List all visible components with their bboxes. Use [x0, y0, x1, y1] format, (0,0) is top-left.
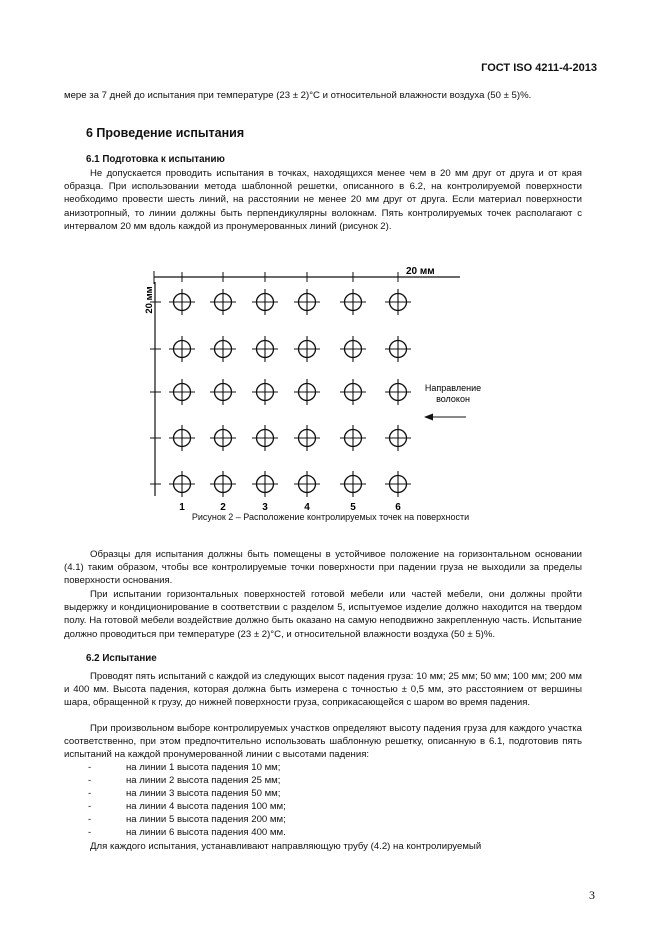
target-point-crosshair [210, 425, 236, 451]
target-point-crosshair [385, 425, 411, 451]
section-6-2-paragraph-1: Проводят пять испытаний с каждой из следующих высот падения груза: 10 мм; 25 мм; 50 мм; 100 мм; 200 мм и 400 мм. Высота падения, которая должна быть измерена с точностью ± 0,5 мм, это расстоянием от вершины шара, обращенной к грузу, до нижней поверхности груза, соприкасающейся с шаром во время падения. [64, 671, 582, 709]
list-item: на линии 2 высота падения 25 мм; [126, 775, 281, 786]
column-number-label: 2 [220, 502, 226, 513]
section-6-2-paragraph-3: Для каждого испытания, устанавливают направляющую трубу (4.2) на контролируемый [90, 841, 482, 852]
target-point-crosshair [210, 379, 236, 405]
fiber-arrow-head [424, 414, 433, 421]
section-6-1-paragraph: Не допускается проводить испытания в точках, находящихся менее чем в 20 мм друг от друга и от края образца. При использовании метода шаблонной решетки, описанного в 6.2, на контролируемой поверхности необходимо провести шесть линий, на расстоянии не менее 20 мм друг от друга. Если материал поверхности анизотропный, то линии должны быть перпендикулярны волокнам. Пять контролируемых точек располагают с интервалом 20 мм вдоль каждой из пронумерованных линий (рисунок 2). [64, 168, 582, 232]
list-dash: - [88, 788, 92, 799]
section-6-2-heading: 6.2 Испытание [86, 653, 157, 664]
target-point-crosshair [340, 471, 366, 497]
intro-paragraph: мере за 7 дней до испытания при температуре (23 ± 2)°С и относительной влажности воздуха (50 ± 5)%. [64, 90, 532, 101]
list-dash: - [88, 801, 92, 812]
target-point-crosshair [385, 289, 411, 315]
target-point-crosshair [169, 425, 195, 451]
list-item: на линии 1 высота падения 10 мм; [126, 762, 281, 773]
target-point-crosshair [169, 471, 195, 497]
section-6-title: 6 Проведение испытания [86, 126, 245, 140]
column-number-label: 6 [395, 502, 401, 513]
fiber-direction-label-2: волокон [436, 394, 470, 404]
list-dash: - [88, 775, 92, 786]
target-point-crosshair [169, 379, 195, 405]
target-point-crosshair [294, 471, 320, 497]
target-point-crosshair [340, 379, 366, 405]
target-point-crosshair [252, 425, 278, 451]
list-item: на линии 6 высота падения 400 мм. [126, 827, 286, 838]
fiber-direction-label-1: Направление [424, 383, 482, 393]
column-number-label: 3 [262, 502, 268, 513]
list-item: на линии 3 высота падения 50 мм; [126, 788, 281, 799]
target-point-crosshair [252, 289, 278, 315]
target-point-crosshair [385, 379, 411, 405]
figure-caption: Рисунок 2 – Расположение контролируемых точек на поверхности [191, 512, 470, 522]
column-number-label: 5 [350, 502, 356, 513]
list-item: на линии 5 высота падения 200 мм; [126, 814, 286, 825]
target-point-crosshair [294, 425, 320, 451]
list-dash: - [88, 814, 92, 825]
column-number-label: 4 [304, 502, 310, 513]
target-point-crosshair [210, 471, 236, 497]
target-point-crosshair [252, 379, 278, 405]
specimen-placement-paragraph: Образцы для испытания должны быть помещены в устойчивое положение на горизонтальном основании (4.1) таким образом, чтобы все контролируемые точки поверхности при падении груза не выходили за пределы поверхности основания. [64, 549, 582, 587]
target-point-crosshair [252, 336, 278, 362]
list-dash: - [88, 827, 92, 838]
target-point-crosshair [340, 289, 366, 315]
list-dash: - [88, 762, 92, 773]
target-point-crosshair [385, 471, 411, 497]
target-point-crosshair [385, 336, 411, 362]
target-point-crosshair [169, 336, 195, 362]
target-point-crosshair [169, 289, 195, 315]
target-point-crosshair [294, 336, 320, 362]
document-header: ГОСТ ISO 4211-4-2013 [481, 62, 597, 74]
target-point-crosshair [294, 289, 320, 315]
target-point-crosshair [252, 471, 278, 497]
target-point-crosshair [340, 425, 366, 451]
list-item: на линии 4 высота падения 100 мм; [126, 801, 286, 812]
target-point-crosshair [340, 336, 366, 362]
section-6-1-heading: 6.1 Подготовка к испытанию [86, 154, 225, 165]
section-6-2-paragraph-2: При произвольном выборе контролируемых участков определяют высоту падения груза для каждого участка соответственно, при этом предпочтительно использовать шаблонную решетку, описанную в 6.1, подготовив пять испытаний на каждой пронумерованной линии с высотами падения: [64, 723, 582, 761]
figure-grid-diagram [140, 260, 482, 513]
target-point-crosshair [210, 289, 236, 315]
page-number: 3 [589, 888, 595, 902]
target-point-crosshair [294, 379, 320, 405]
column-number-label: 1 [179, 502, 185, 513]
furniture-test-paragraph: При испытании горизонтальных поверхностей готовой мебели или частей мебели, они должны пройти выдержку и кондиционирование в соответствии с разделом 5, испытуемое изделие должно находится на твердом полу. На готовой мебели воздействие должно быть оказано на самую неподвижно закрепленную часть. Испытание должно проводиться при температуре (23 ± 2)°С, и относительной влажности воздуха (50 ± 5)%. [64, 589, 582, 640]
dim-label-top: 20 мм [406, 266, 435, 277]
dim-label-left: 20 мм [144, 286, 155, 314]
target-point-crosshair [210, 336, 236, 362]
